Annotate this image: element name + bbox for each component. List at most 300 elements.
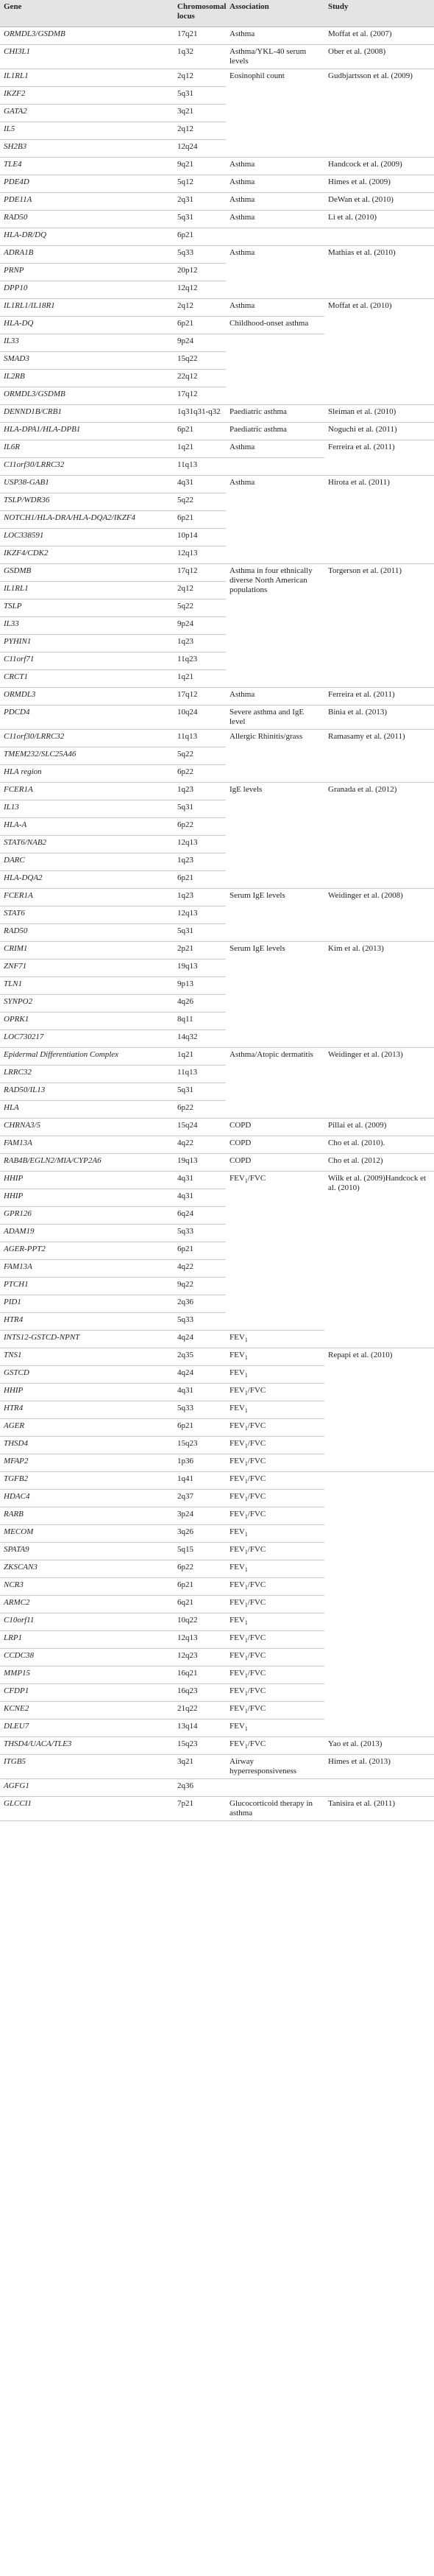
gene-cell: C10orf11: [0, 1613, 174, 1631]
locus-cell: 3q26: [174, 1525, 226, 1543]
locus-cell: 5q22: [174, 493, 226, 511]
gene-cell: LOC338591: [0, 529, 174, 546]
header-locus: Chromosomal locus: [174, 0, 226, 27]
gene-cell: PTCH1: [0, 1278, 174, 1295]
locus-cell: 10p14: [174, 529, 226, 546]
association-cell: $FEV_1$: [226, 1720, 324, 1737]
association-cell: $FEV_1$: [226, 1331, 324, 1348]
locus-cell: 11q13: [174, 458, 226, 476]
study-cell: Moffat et al. (2007): [324, 27, 434, 45]
gene-cell: THSD4/UACA/TLE3: [0, 1737, 174, 1755]
association-cell: $FEV_1$/FVC: [226, 1419, 324, 1437]
locus-cell: 17q12: [174, 387, 226, 405]
gene-cell: AGFG1: [0, 1779, 174, 1797]
association-cell: COPD: [226, 1136, 324, 1154]
locus-cell: 5q22: [174, 599, 226, 617]
association-cell: $FEV_1$/FVC: [226, 1507, 324, 1525]
study-cell: Tanisira et al. (2011): [324, 1797, 434, 1821]
locus-cell: 6p21: [174, 511, 226, 529]
study-cell: Handcock et al. (2009): [324, 158, 434, 175]
gene-cell: HHIP: [0, 1384, 174, 1401]
locus-cell: 12q24: [174, 140, 226, 158]
gene-cell: PRNP: [0, 264, 174, 281]
locus-cell: 6p21: [174, 423, 226, 440]
locus-cell: 11q23: [174, 652, 226, 670]
gene-cell: RARB: [0, 1507, 174, 1525]
association-cell: $FEV_1$/FVC: [226, 1578, 324, 1596]
gene-cell: AGER: [0, 1419, 174, 1437]
study-cell: Weidinger et al. (2013): [324, 1048, 434, 1119]
locus-cell: 6p21: [174, 1578, 226, 1596]
association-cell: Asthma: [226, 440, 324, 458]
locus-cell: 12q12: [174, 281, 226, 299]
gene-cell: HTR4: [0, 1401, 174, 1419]
locus-cell: 6p22: [174, 1560, 226, 1578]
gene-cell: IKZF2: [0, 87, 174, 105]
association-cell: Asthma: [226, 175, 324, 193]
association-cell: $FEV_1$/FVC: [226, 1384, 324, 1401]
association-cell: Asthma/YKL-40 serum levels: [226, 45, 324, 69]
association-cell: Allergic Rhinitis/grass: [226, 730, 324, 783]
table-row: [0, 1755, 434, 1779]
association-cell: $FEV_1$/FVC: [226, 1172, 324, 1331]
gene-cell: IL6R: [0, 440, 174, 458]
association-cell: Asthma: [226, 246, 324, 299]
gene-cell: HDAC4: [0, 1490, 174, 1507]
association-cell: COPD: [226, 1154, 324, 1172]
locus-cell: 2q31: [174, 193, 226, 211]
gene-cell: RAD50: [0, 211, 174, 228]
gene-cell: TMEM232/SLC25A46: [0, 747, 174, 765]
gene-cell: HLA-DR/DQ: [0, 228, 174, 246]
locus-cell: 6q21: [174, 1596, 226, 1613]
gene-cell: HLA-DQA2: [0, 871, 174, 889]
locus-cell: 1q23: [174, 783, 226, 800]
gene-cell: HTR4: [0, 1313, 174, 1331]
gene-cell: IL33: [0, 334, 174, 352]
gene-cell: DARC: [0, 854, 174, 871]
gene-cell: HLA-DPA1/HLA-DPB1: [0, 423, 174, 440]
gene-cell: IL1RL1: [0, 582, 174, 599]
gene-cell: MMP15: [0, 1667, 174, 1684]
gene-cell: C11orf71: [0, 652, 174, 670]
gene-cell: PDE4D: [0, 175, 174, 193]
table-row: [0, 1048, 434, 1066]
gene-cell: ADAM19: [0, 1225, 174, 1242]
locus-cell: 2q12: [174, 122, 226, 140]
locus-cell: 5q31: [174, 1083, 226, 1101]
header-study: Study: [324, 0, 434, 27]
locus-cell: 15q23: [174, 1737, 226, 1755]
association-cell: $FEV_1$/FVC: [226, 1454, 324, 1472]
association-cell: Serum IgE levels: [226, 942, 324, 1048]
association-cell: $FEV_1$: [226, 1525, 324, 1543]
association-cell: $FEV_1$/FVC: [226, 1631, 324, 1649]
locus-cell: 2p21: [174, 942, 226, 960]
gene-cell: SH2B3: [0, 140, 174, 158]
association-cell: $FEV_1$/FVC: [226, 1490, 324, 1507]
locus-cell: 4q22: [174, 1260, 226, 1278]
association-cell: [226, 458, 324, 476]
locus-cell: 5q31: [174, 211, 226, 228]
association-cell: $FEV_1$: [226, 1560, 324, 1578]
locus-cell: 5q33: [174, 1225, 226, 1242]
locus-cell: 5q33: [174, 1401, 226, 1419]
gene-cell: CCDC38: [0, 1649, 174, 1667]
locus-cell: 16q23: [174, 1684, 226, 1702]
locus-cell: 9p13: [174, 977, 226, 995]
table-row: [0, 1348, 434, 1366]
association-cell: [226, 334, 324, 405]
locus-cell: 1q23: [174, 854, 226, 871]
locus-cell: 21q22: [174, 1702, 226, 1720]
table-row: [0, 564, 434, 582]
locus-cell: 12q13: [174, 546, 226, 564]
locus-cell: 1q31q31-q32: [174, 405, 226, 423]
locus-cell: 1q23: [174, 889, 226, 907]
association-cell: Serum IgE levels: [226, 889, 324, 942]
gene-cell: SMAD3: [0, 352, 174, 370]
association-cell: [226, 228, 324, 246]
locus-cell: 17q21: [174, 27, 226, 45]
gene-cell: C11orf30/LRRC32: [0, 730, 174, 747]
study-cell: Gudbjartsson et al. (2009): [324, 69, 434, 158]
gene-cell: RAD50: [0, 924, 174, 942]
locus-cell: 19q13: [174, 960, 226, 977]
gene-cell: TLN1: [0, 977, 174, 995]
gene-cell: MFAP2: [0, 1454, 174, 1472]
gene-cell: FCER1A: [0, 783, 174, 800]
table-row: [0, 405, 434, 423]
gene-cell: Epidermal Differentiation Complex: [0, 1048, 174, 1066]
locus-cell: 2q35: [174, 1348, 226, 1366]
gene-cell: IL33: [0, 617, 174, 635]
study-cell: Repapi et al. (2010): [324, 1348, 434, 1472]
table-row: [0, 942, 434, 960]
table-row: [0, 1737, 434, 1755]
gene-cell: DLEU7: [0, 1720, 174, 1737]
table-row: [0, 1136, 434, 1154]
study-cell: Mathias et al. (2010): [324, 246, 434, 299]
locus-cell: 15q22: [174, 352, 226, 370]
gene-cell: TNS1: [0, 1348, 174, 1366]
locus-cell: 1q23: [174, 635, 226, 652]
locus-cell: 4q22: [174, 1136, 226, 1154]
association-cell: Asthma: [226, 158, 324, 175]
locus-cell: 5q22: [174, 747, 226, 765]
locus-cell: 1q21: [174, 1048, 226, 1066]
gene-cell: PYHIN1: [0, 635, 174, 652]
locus-cell: 20p12: [174, 264, 226, 281]
study-cell: [324, 1779, 434, 1797]
locus-cell: 5q12: [174, 175, 226, 193]
locus-cell: 1p36: [174, 1454, 226, 1472]
gene-cell: CFDP1: [0, 1684, 174, 1702]
table-row: [0, 299, 434, 317]
locus-cell: 5q15: [174, 1543, 226, 1560]
table-body: [0, 27, 434, 1821]
gene-cell: FAM13A: [0, 1136, 174, 1154]
association-cell: Asthma/Atopic dermatitis: [226, 1048, 324, 1119]
gene-cell: IKZF4/CDK2: [0, 546, 174, 564]
locus-cell: 5q31: [174, 924, 226, 942]
locus-cell: 3q21: [174, 1755, 226, 1779]
table-row: [0, 193, 434, 211]
association-cell: $FEV_1$/FVC: [226, 1543, 324, 1560]
gene-cell: RAD50/IL13: [0, 1083, 174, 1101]
gene-cell: NCR3: [0, 1578, 174, 1596]
study-cell: DeWan et al. (2010): [324, 193, 434, 211]
gene-cell: ZKSCAN3: [0, 1560, 174, 1578]
gene-cell: HHIP: [0, 1189, 174, 1207]
table-header-row: [0, 0, 434, 27]
locus-cell: 6p21: [174, 228, 226, 246]
study-cell: Ober et al. (2008): [324, 45, 434, 69]
gene-cell: ADRA1B: [0, 246, 174, 264]
locus-cell: 15q24: [174, 1119, 226, 1136]
gene-cell: HLA region: [0, 765, 174, 783]
table-row: [0, 69, 434, 87]
gene-cell: KCNE2: [0, 1702, 174, 1720]
locus-cell: 22q12: [174, 370, 226, 387]
locus-cell: 2q36: [174, 1295, 226, 1313]
gene-cell: PDCD4: [0, 705, 174, 730]
locus-cell: 14q32: [174, 1030, 226, 1048]
association-cell: IgE levels: [226, 783, 324, 889]
locus-cell: 5q33: [174, 246, 226, 264]
locus-cell: 5q31: [174, 800, 226, 818]
study-cell: Himes et al. (2009): [324, 175, 434, 193]
association-cell: Asthma: [226, 688, 324, 705]
association-cell: Airway hyperresponsiveness: [226, 1755, 324, 1779]
locus-cell: 5q31: [174, 87, 226, 105]
gene-cell: CRIM1: [0, 942, 174, 960]
association-cell: Paediatric asthma: [226, 405, 324, 423]
table-row: [0, 27, 434, 45]
gene-cell: C11orf30/LRRC32: [0, 458, 174, 476]
locus-cell: 1q21: [174, 670, 226, 688]
study-cell: Sleiman et al. (2010): [324, 405, 434, 423]
locus-cell: 19q13: [174, 1154, 226, 1172]
association-cell: $FEV_1$/FVC: [226, 1684, 324, 1702]
gene-cell: GPR126: [0, 1207, 174, 1225]
locus-cell: 7p21: [174, 1797, 226, 1821]
gene-cell: GSTCD: [0, 1366, 174, 1384]
association-cell: Paediatric asthma: [226, 423, 324, 440]
association-cell: COPD: [226, 1119, 324, 1136]
table-row: [0, 45, 434, 69]
association-cell: $FEV_1$/FVC: [226, 1667, 324, 1684]
study-cell: Noguchi et al. (2011): [324, 423, 434, 440]
association-cell: $FEV_1$: [226, 1366, 324, 1384]
gene-cell: TGFB2: [0, 1472, 174, 1490]
locus-cell: 4q24: [174, 1366, 226, 1384]
association-cell: $FEV_1$: [226, 1613, 324, 1631]
gene-cell: TSLP/WDR36: [0, 493, 174, 511]
study-cell: Cho et al. (2012): [324, 1154, 434, 1172]
gene-cell: RAB4B/EGLN2/MIA/CYP2A6: [0, 1154, 174, 1172]
gene-cell: CRCT1: [0, 670, 174, 688]
locus-cell: 6p22: [174, 1101, 226, 1119]
locus-cell: 10q22: [174, 1613, 226, 1631]
header-gene: Gene: [0, 0, 174, 27]
gene-cell: HLA-A: [0, 818, 174, 836]
study-cell: Li et al. (2010): [324, 211, 434, 228]
locus-cell: 3q21: [174, 105, 226, 122]
locus-cell: 2q12: [174, 69, 226, 87]
study-cell: Ramasamy et al. (2011): [324, 730, 434, 783]
study-cell: [324, 228, 434, 246]
locus-cell: 6p22: [174, 818, 226, 836]
table-row: [0, 175, 434, 193]
locus-cell: 3p24: [174, 1507, 226, 1525]
table-row: [0, 705, 434, 730]
locus-cell: 6p21: [174, 871, 226, 889]
gene-cell: LOC730217: [0, 1030, 174, 1048]
gene-cell: IL1RL1/IL18R1: [0, 299, 174, 317]
association-cell: Asthma: [226, 299, 324, 317]
table-row: [0, 228, 434, 246]
locus-cell: 6p21: [174, 1419, 226, 1437]
gene-cell: IL13: [0, 800, 174, 818]
locus-cell: 1q41: [174, 1472, 226, 1490]
study-cell: Wilk et al. (2009)Handcock et al. (2010): [324, 1172, 434, 1348]
table-row: [0, 158, 434, 175]
gene-cell: GATA2: [0, 105, 174, 122]
study-cell: Torgerson et al. (2011): [324, 564, 434, 688]
gene-cell: SYNPO2: [0, 995, 174, 1013]
gene-cell: AGER-PPT2: [0, 1242, 174, 1260]
table-row: [0, 423, 434, 440]
locus-cell: 4q26: [174, 995, 226, 1013]
locus-cell: 4q31: [174, 1172, 226, 1189]
association-cell: $FEV_1$/FVC: [226, 1472, 324, 1490]
gene-cell: HHIP: [0, 1172, 174, 1189]
table-row: [0, 1472, 434, 1490]
locus-cell: 9q22: [174, 1278, 226, 1295]
locus-cell: 10q24: [174, 705, 226, 730]
gene-cell: ARMC2: [0, 1596, 174, 1613]
locus-cell: 2q12: [174, 582, 226, 599]
gene-cell: ORMDL3: [0, 688, 174, 705]
association-cell: $FEV_1$/FVC: [226, 1596, 324, 1613]
locus-cell: 15q23: [174, 1437, 226, 1454]
locus-cell: 12q13: [174, 836, 226, 854]
locus-cell: 5q33: [174, 1313, 226, 1331]
locus-cell: 12q13: [174, 1631, 226, 1649]
locus-cell: 4q31: [174, 476, 226, 493]
association-cell: Asthma in four ethnically diverse North American populations: [226, 564, 324, 688]
gene-cell: MECOM: [0, 1525, 174, 1543]
study-cell: Ferreira et al. (2011): [324, 440, 434, 476]
locus-cell: 6p22: [174, 765, 226, 783]
locus-cell: 6p21: [174, 317, 226, 334]
association-cell: $FEV_1$: [226, 1348, 324, 1366]
study-cell: Cho et al. (2010).: [324, 1136, 434, 1154]
locus-cell: 6q24: [174, 1207, 226, 1225]
table-row: [0, 1797, 434, 1821]
locus-cell: 9q21: [174, 158, 226, 175]
locus-cell: 8q11: [174, 1013, 226, 1030]
locus-cell: 4q24: [174, 1331, 226, 1348]
gene-cell: FAM13A: [0, 1260, 174, 1278]
gene-cell: USP38-GAB1: [0, 476, 174, 493]
gene-cell: CHRNA3/5: [0, 1119, 174, 1136]
study-cell: Weidinger et al. (2008): [324, 889, 434, 942]
locus-cell: 12q23: [174, 1649, 226, 1667]
gene-cell: GSDMB: [0, 564, 174, 582]
gene-cell: LRP1: [0, 1631, 174, 1649]
association-cell: $FEV_1$/FVC: [226, 1737, 324, 1755]
table-row: [0, 688, 434, 705]
table-row: [0, 246, 434, 264]
table-row: [0, 476, 434, 493]
gene-cell: PID1: [0, 1295, 174, 1313]
study-cell: Ferreira et al. (2011): [324, 688, 434, 705]
association-cell: Asthma: [226, 27, 324, 45]
study-cell: Pillai et al. (2009): [324, 1119, 434, 1136]
gene-cell: ORMDL3/GSDMB: [0, 387, 174, 405]
association-cell: [226, 1779, 324, 1797]
association-cell: $FEV_1$/FVC: [226, 1649, 324, 1667]
table-row: [0, 730, 434, 747]
table-row: [0, 1779, 434, 1797]
gene-cell: GLCCI1: [0, 1797, 174, 1821]
association-cell: Severe asthma and IgE level: [226, 705, 324, 730]
gene-cell: TSLP: [0, 599, 174, 617]
gene-cell: IL2RB: [0, 370, 174, 387]
study-cell: Moffat et al. (2010): [324, 299, 434, 405]
association-cell: Eosinophil count: [226, 69, 324, 158]
locus-cell: 11q13: [174, 730, 226, 747]
locus-cell: 2q36: [174, 1779, 226, 1797]
gene-cell: DPP10: [0, 281, 174, 299]
gene-cell: HLA: [0, 1101, 174, 1119]
locus-cell: 4q31: [174, 1189, 226, 1207]
header-association: Association: [226, 0, 324, 27]
association-cell: Asthma: [226, 193, 324, 211]
locus-cell: 2q12: [174, 299, 226, 317]
locus-cell: 1q21: [174, 440, 226, 458]
association-cell: $FEV_1$: [226, 1401, 324, 1419]
gene-cell: TLE4: [0, 158, 174, 175]
gene-cell: STAT6: [0, 907, 174, 924]
gene-cell: DENND1B/CRB1: [0, 405, 174, 423]
gene-cell: IL1RL1: [0, 69, 174, 87]
gene-cell: IL5: [0, 122, 174, 140]
gene-cell: ITGB5: [0, 1755, 174, 1779]
gene-cell: HLA-DQ: [0, 317, 174, 334]
table-row: [0, 783, 434, 800]
locus-cell: 16q21: [174, 1667, 226, 1684]
association-cell: Asthma: [226, 211, 324, 228]
locus-cell: 9p24: [174, 617, 226, 635]
table-row: [0, 440, 434, 458]
locus-cell: 6p21: [174, 1242, 226, 1260]
table-row: [0, 1119, 434, 1136]
gene-cell: THSD4: [0, 1437, 174, 1454]
association-cell: Asthma: [226, 476, 324, 564]
locus-cell: 4q31: [174, 1384, 226, 1401]
gene-cell: SPATA9: [0, 1543, 174, 1560]
table-row: [0, 889, 434, 907]
locus-cell: 17q12: [174, 688, 226, 705]
gene-cell: STAT6/NAB2: [0, 836, 174, 854]
table-row: [0, 211, 434, 228]
locus-cell: 2q37: [174, 1490, 226, 1507]
locus-cell: 11q13: [174, 1066, 226, 1083]
gene-cell: FCER1A: [0, 889, 174, 907]
